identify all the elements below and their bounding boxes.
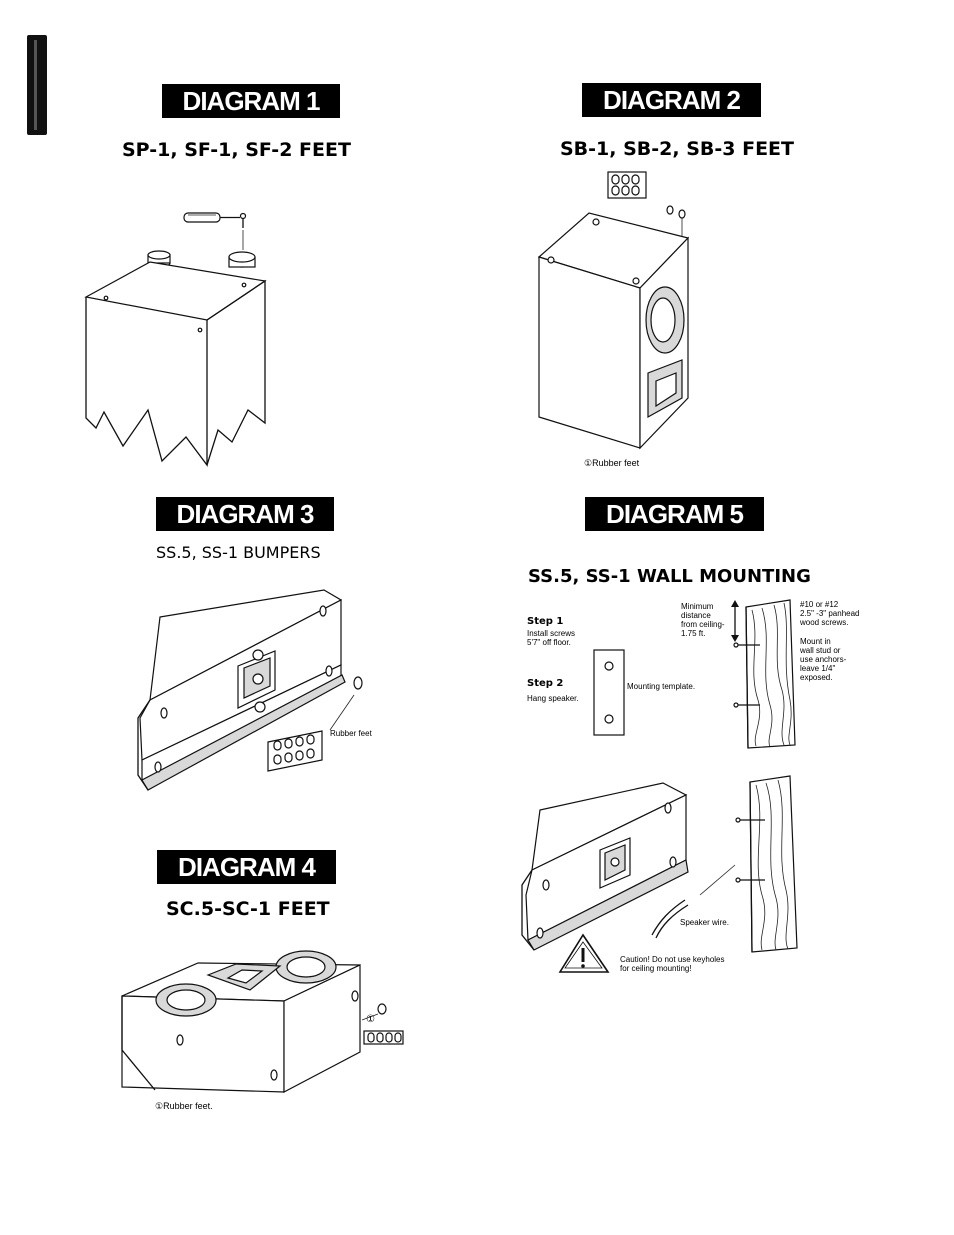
wall-stud-upper	[746, 600, 795, 748]
diagram-5-header: DIAGRAM 5	[585, 497, 764, 531]
screws-text-line-1: #10 or #12	[800, 600, 839, 609]
mount-text-line-1: Mount in	[800, 637, 831, 646]
diagram-3-callout: Rubber feet	[330, 729, 372, 738]
wall-stud-lower	[750, 776, 797, 952]
distance-text-line-1: Minimum	[681, 602, 714, 611]
diagram-4-subtitle: SC.5-SC-1 FEET	[166, 898, 330, 920]
diagram-1-subtitle: SP-1, SF-1, SF-2 FEET	[122, 139, 351, 161]
distance-text-line-4: 1.75 ft.	[681, 629, 706, 638]
mounting-template-icon	[594, 650, 624, 735]
step-2-title: Step 2	[527, 678, 564, 689]
caution-text-line-2: for ceiling mounting!	[620, 964, 692, 973]
diagram-2-subtitle: SB-1, SB-2, SB-3 FEET	[560, 138, 794, 160]
screws-text-line-3: wood screws.	[800, 618, 849, 627]
step-1-title: Step 1	[527, 616, 564, 627]
diagram-2-callout: ①Rubber feet	[584, 458, 640, 468]
diagram-4-callout: ①Rubber feet.	[155, 1101, 213, 1111]
diagram-4-header: DIAGRAM 4	[157, 850, 336, 884]
mount-text-line-3: use anchors-	[800, 655, 847, 664]
wall-mounted-speaker-cabinet	[522, 783, 688, 950]
diagram-1-header: DIAGRAM 1	[162, 84, 340, 118]
caution-warning-icon	[560, 935, 608, 972]
step-1-text-line-2: 5'7" off floor.	[527, 638, 571, 647]
mount-text-line-5: exposed.	[800, 673, 833, 682]
diagram-2-header: DIAGRAM 2	[582, 83, 761, 117]
diagram-3-header: DIAGRAM 3	[156, 497, 334, 531]
speaker-wire-label: Speaker wire.	[680, 918, 729, 927]
diagram-5-subtitle: SS.5, SS-1 WALL MOUNTING	[528, 566, 811, 587]
distance-text-line-2: distance	[681, 611, 711, 620]
diagram-3-subtitle: SS.5, SS-1 BUMPERS	[156, 543, 321, 562]
mount-text-line-4: leave 1/4"	[800, 664, 836, 673]
diagram-4-marker: ①	[366, 1014, 375, 1025]
screws-text-line-2: 2.5" -3" panhead	[800, 609, 860, 618]
step-1-text-line-1: Install screws	[527, 629, 576, 638]
distance-arrow-icon	[731, 600, 739, 642]
caution-text-line-1: Caution! Do not use keyholes	[620, 955, 725, 964]
distance-text-line-3: from ceiling-	[681, 620, 725, 629]
mount-text-line-2: wall stud or	[800, 646, 841, 655]
mounting-template-label: Mounting template.	[627, 682, 696, 691]
step-2-text: Hang speaker.	[527, 694, 579, 703]
